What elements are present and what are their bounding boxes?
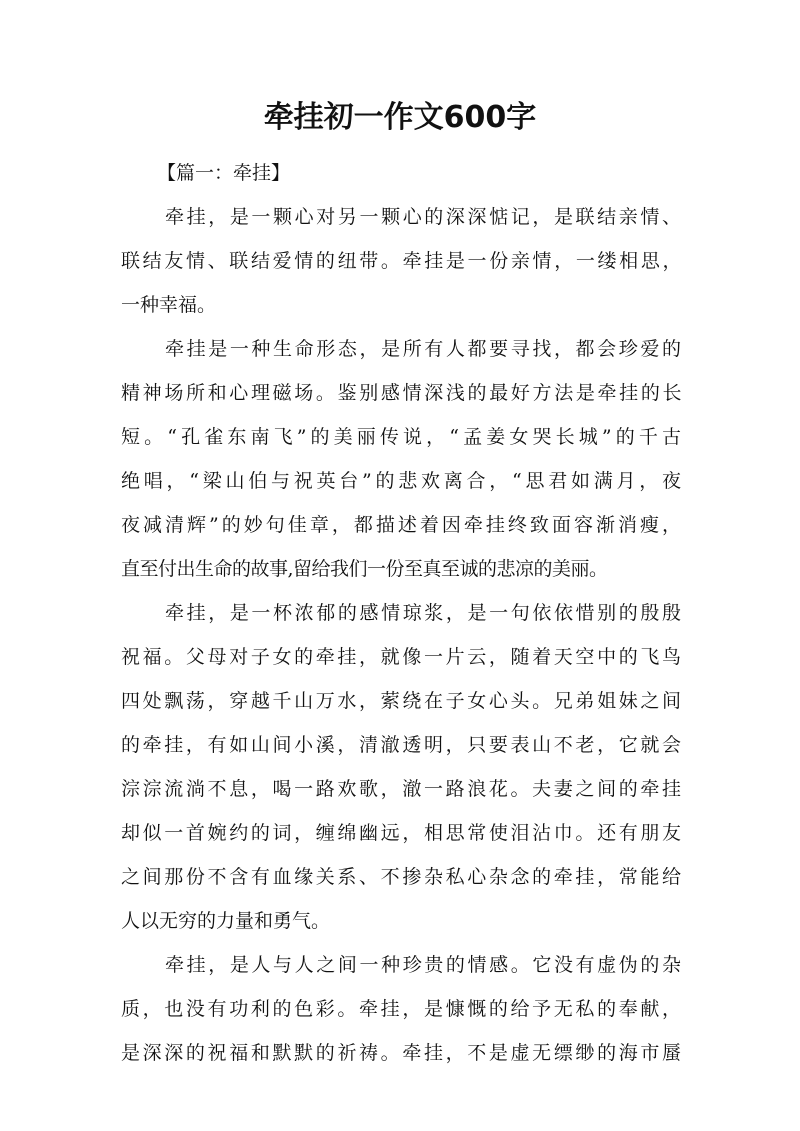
paragraph-3 — [121, 591, 681, 943]
paragraph-4 — [121, 943, 681, 1075]
paragraph-line: 精神场所和心理磁场。鉴别感情深浅的最好方法是牵挂的长 — [121, 382, 681, 404]
paragraph-line: 联结友情、联结爱情的纽带。牵挂是一份亲情，一缕相思， — [121, 250, 681, 272]
paragraph-line: 之间那份不含有血缘关系、不掺杂私心杂念的牵挂，常能给 — [121, 866, 681, 888]
paragraph-line: 短。“孔雀东南飞”的美丽传说，“孟姜女哭长城”的千古 — [121, 426, 681, 448]
paragraph-line: 的牵挂，有如山间小溪，清澈透明，只要表山不老，它就会 — [121, 734, 681, 756]
paragraph-2 — [121, 327, 681, 591]
paragraph-line: 牵挂是一种生命形态，是所有人都要寻找，都会珍爱的 — [165, 338, 681, 360]
paragraph-line: 夜减清辉”的妙句佳章，都描述着因牵挂终致面容渐消瘦， — [121, 514, 681, 536]
paragraph-line: 四处飘荡，穿越千山万水，萦绕在子女心头。兄弟姐妹之间 — [121, 690, 681, 712]
paragraph-line: 祝福。父母对子女的牵挂，就像一片云，随着天空中的飞鸟 — [121, 646, 681, 668]
paragraph-1 — [121, 195, 681, 327]
paragraph-line: 直至付出生命的故事,留给我们一份至真至诚的悲凉的美丽。 — [121, 558, 608, 580]
paragraph-line: 绝唱，“梁山伯与祝英台”的悲欢离合，“思君如满月，夜 — [121, 470, 681, 492]
paragraph-line: 人以无穷的力量和勇气。 — [121, 910, 331, 932]
paragraph-line: 牵挂，是一杯浓郁的感情琼浆，是一句依依惜别的殷殷 — [165, 602, 681, 624]
paragraph-line: 却似一首婉约的词，缠绵幽远，相思常使泪沾巾。还有朋友 — [121, 822, 681, 844]
document-title: 牵挂初一作文600字 — [263, 100, 537, 135]
section-heading: 【篇一：牵挂】 — [157, 162, 291, 184]
paragraph-line: 牵挂，是人与人之间一种珍贵的情感。它没有虚伪的杂 — [165, 954, 681, 976]
paragraph-line: 一种幸福。 — [121, 294, 217, 316]
paragraph-line: 淙淙流淌不息，喝一路欢歌，澈一路浪花。夫妻之间的牵挂 — [121, 778, 681, 800]
document-body — [121, 151, 681, 1075]
paragraph-line: 是深深的祝福和默默的祈祷。牵挂，不是虚无缥缈的海市蜃 — [121, 1042, 681, 1064]
paragraph-line: 牵挂，是一颗心对另一颗心的深深惦记，是联结亲情、 — [165, 206, 681, 228]
paragraph-line: 质，也没有功利的色彩。牵挂，是慷慨的给予无私的奉献， — [121, 998, 681, 1020]
